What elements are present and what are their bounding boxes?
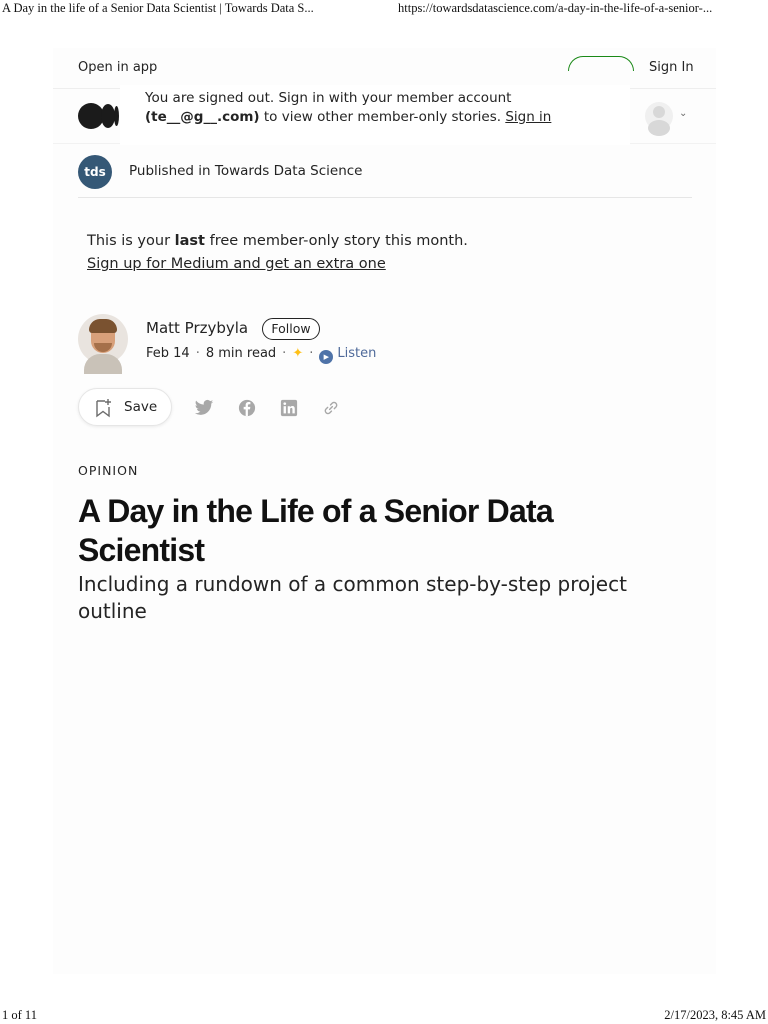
article-meta: Feb 14 · 8 min read · ✦ · ▶ Listen xyxy=(146,346,376,364)
published-in-label[interactable]: Published in Towards Data Science xyxy=(129,163,363,179)
play-icon: ▶ xyxy=(319,350,333,364)
chevron-down-icon[interactable]: ⌄ xyxy=(679,108,688,119)
signed-out-message: You are signed out. Sign in with your member account xyxy=(145,90,512,106)
article-subtitle: Including a rundown of a common step-by-step project outline xyxy=(78,572,627,623)
publish-date: Feb 14 xyxy=(146,346,190,361)
member-email: (te__@g__.com) xyxy=(145,109,260,125)
page-count: 1 of 11 xyxy=(2,1008,37,1022)
follow-button[interactable]: Follow xyxy=(262,318,320,340)
member-only-star-icon: ✦ xyxy=(292,346,304,361)
facebook-icon[interactable] xyxy=(237,399,257,417)
notice-prefix: This is your xyxy=(87,233,175,249)
article-title: A Day in the Life of a Senior Data Scientist xyxy=(78,493,553,568)
member-notice-text xyxy=(87,230,468,253)
open-in-app-link[interactable]: Open in app xyxy=(78,60,158,75)
link-icon[interactable] xyxy=(321,399,341,417)
print-header xyxy=(0,0,768,18)
print-page-url: https://towardsdatascience.com/a-day-in-the-life-of-a-senior-... xyxy=(398,1,713,15)
banner-sign-in-link[interactable]: Sign in xyxy=(505,109,552,125)
print-page-title: A Day in the life of a Senior Data Scientist | Towards Data S... xyxy=(2,1,314,15)
bookmark-add-icon xyxy=(95,398,113,418)
twitter-icon[interactable] xyxy=(194,399,214,417)
user-avatar-icon[interactable] xyxy=(645,102,673,130)
print-datetime: 2/17/2023, 8:45 AM xyxy=(664,1008,766,1022)
sign-up-extra-story-link[interactable]: Sign up for Medium and get an extra one xyxy=(87,256,386,272)
signed-out-message-rest: to view other member-only stories. xyxy=(259,109,506,125)
member-story-notice xyxy=(87,230,468,276)
linkedin-icon[interactable] xyxy=(279,399,299,417)
notice-suffix: free member-only story this month. xyxy=(204,233,468,249)
sign-in-link[interactable]: Sign In xyxy=(649,60,694,75)
author-avatar[interactable] xyxy=(78,314,128,364)
medium-logo[interactable] xyxy=(78,103,120,129)
signed-out-banner xyxy=(120,85,630,145)
publication-logo[interactable]: tds xyxy=(78,155,112,189)
sign-up-button[interactable] xyxy=(568,56,634,71)
listen-button[interactable] xyxy=(319,346,376,361)
print-footer xyxy=(0,1008,768,1024)
save-button[interactable] xyxy=(78,388,172,426)
article-kicker: OPINION xyxy=(78,463,139,478)
publication-divider xyxy=(78,197,692,198)
save-label: Save xyxy=(124,399,158,415)
author-name[interactable]: Matt Przybyla xyxy=(146,319,249,337)
listen-label: Listen xyxy=(337,346,377,361)
notice-bold: last xyxy=(174,233,205,249)
signed-out-message-line2 xyxy=(145,108,551,127)
read-time: 8 min read xyxy=(205,346,277,361)
